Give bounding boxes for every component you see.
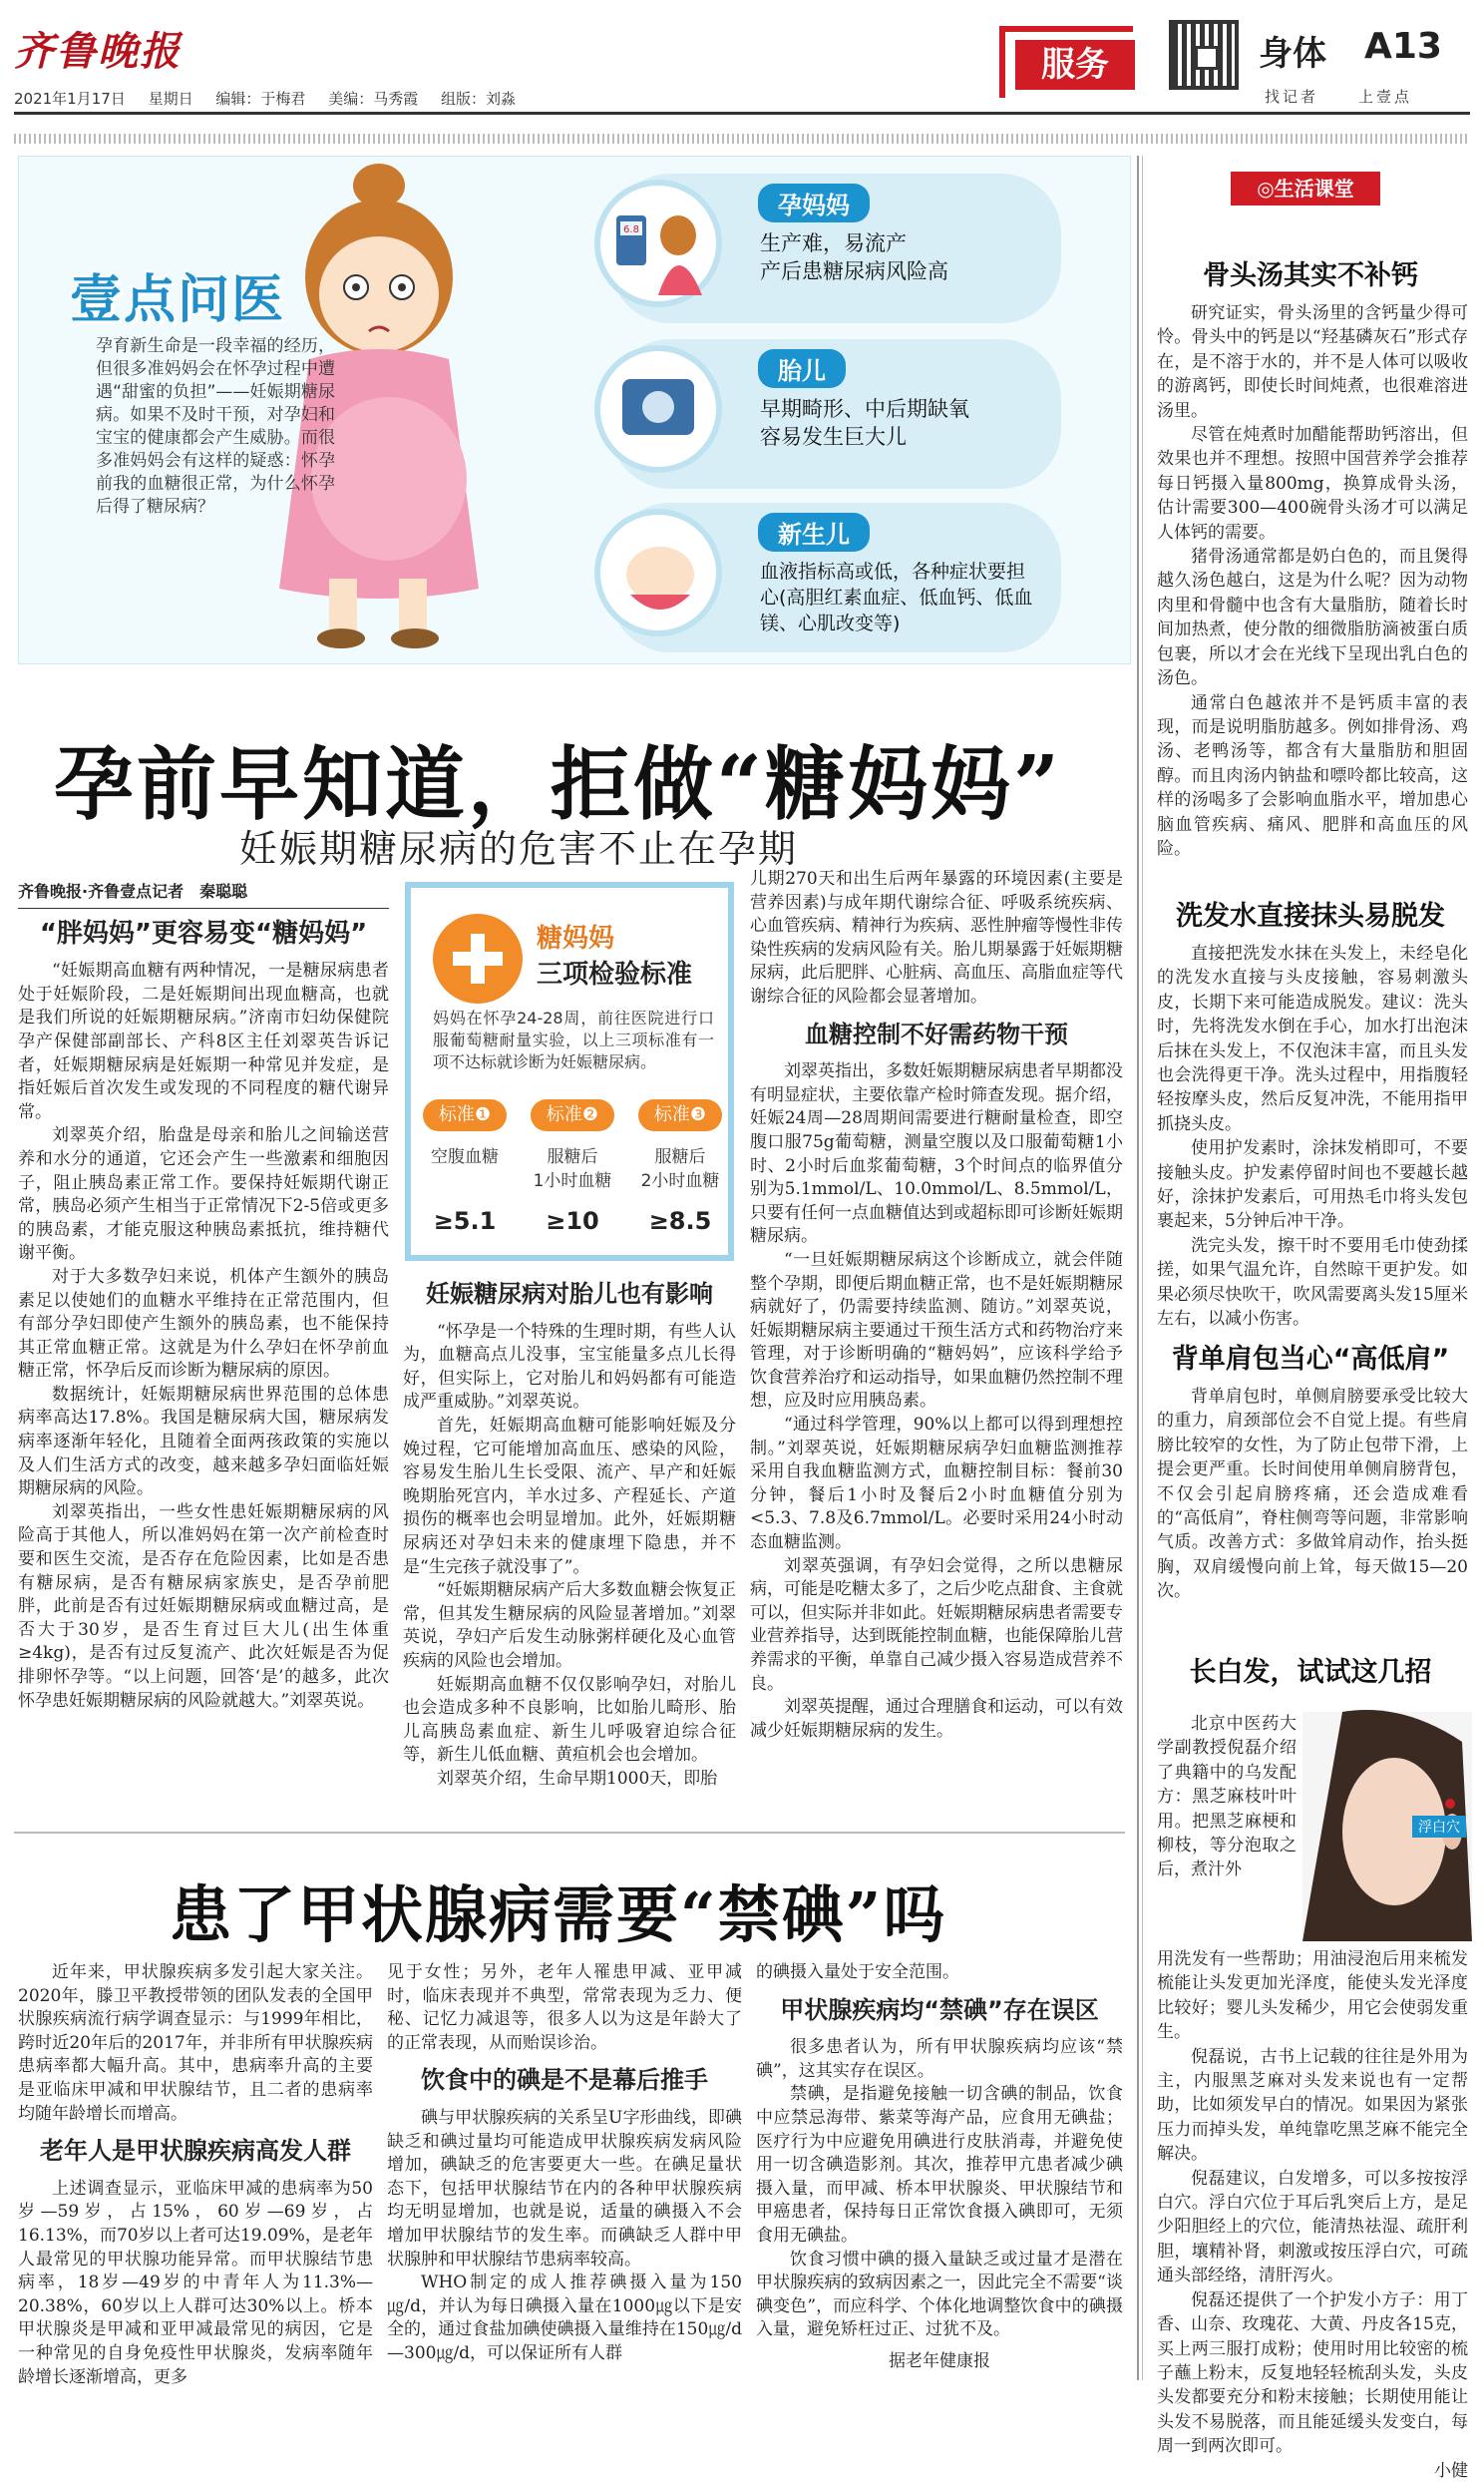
paragraph: 倪磊说，古书上记载的往往是外用为主，内服黑芝麻对头发来说也有一定帮助，比如须发早白的情况。如果因为紧张压力而掉头发，单纯靠吃黑芝麻不能完全解决。 (1157, 2046, 1468, 2165)
hero-title: 壹点问医 (70, 269, 286, 330)
paragraph: 首先，妊娠期高血糖可能影响妊娠及分娩过程，它可能增加高血压、感染的风险，容易发生胎儿生长受限、流产、早产和妊娠晚期胎死宫内，羊水过多、产程延长、产道损伤的概率也会明显增加。此外，妊娠期糖尿病还对孕妇未来的健康埋下隐患，并不是“生完孩子就没事了”。 (403, 1415, 736, 1577)
paragraph: 倪磊建议，白发增多，可以多按按浮白穴。浮白穴位于耳后乳突后上方，是足少阳胆经上的穴位，能清热祛湿、疏肝利胆，壤精补肾，刺激或按压浮白穴，可疏通头部经络，清肝泻火。 (1157, 2168, 1468, 2286)
article-headline: 患了甲状腺病需要“禁碘”吗 (170, 1878, 947, 1951)
reporter-value: 上壹点 (1358, 88, 1413, 106)
paragraph: 刘翠英介绍，胎盘是母亲和胎儿之间输送营养和水分的通道，它还会产生一些激素和细胞因子，阻止胰岛素正常工作。要保持妊娠期代谢正常，胰岛必须产生相当于正常情况下2-5倍或更多的胰岛素，才能克服这种胰岛素抵抗，维持糖代谢平衡。 (18, 1125, 389, 1264)
paragraph: 刘翠英指出，多数妊娠期糖尿病患者早期都没有明显症状，主要依靠产检时筛查发现。据介绍，妊娠24周—28周期间需要进行糖耐量检查，即空腹口服75g葡萄糖，测量空腹以及口服葡萄糖1小时、2小时后血浆葡萄糖，3个时间点的临界值分别为5.1mmol/L、10.0mmol/L、8.5mmol/L，只要有任何一点血糖值达到或超标即可诊断妊娠期糖尿病。 (750, 1061, 1123, 1247)
section-subtitle: 老年人是甲状腺疾病高发人群 (40, 2137, 351, 2166)
callout-box (405, 882, 734, 1261)
paragraph: 用洗发有一些帮助；用油浸泡后用来梳发梳能让头发更加光泽度，能使头发光泽度比较好；婴儿头发稀少，用它会使弱发重生。 (1157, 1949, 1468, 2043)
article1-column-2 (403, 1280, 736, 1791)
panel-desc: 血液指标高或低，各种症状要担心(高胆红素血症、低血钙、低血镁、心肌改变等) (760, 561, 1033, 634)
source-credit: 据老年健康报 (889, 2350, 990, 2371)
editor-credit: 编辑：于梅君 (215, 90, 306, 108)
panel-mother (610, 174, 1061, 323)
section-subtitle: “胖妈妈”更容易变“糖妈妈” (39, 918, 368, 949)
sidebar-title: 洗发水直接抹头易脱发 (1176, 901, 1445, 932)
medical-cross-icon (433, 914, 523, 1004)
article2-column-3 (756, 1961, 1123, 2374)
paragraph: 刘翠英强调，有孕妇会觉得，之所以患糖尿病，可能是吃糖太多了，之后少吃点甜食、主食就可以，但实际并非如此。妊娠期糖尿病患者需要专业营养指导，达到既能控制血糖，也能保障胎儿营养需求的平衡，单靠自己减少摄入容易造成营养不良。 (750, 1555, 1123, 1694)
newspaper-logo: 齐鲁晚报 (14, 28, 182, 75)
panel-tag: 胎儿 (758, 349, 846, 388)
paragraph: 倪磊还提供了一个护发小方子：用丁香、山奈、玫瑰花、大黄、丹皮各15克，买上两三服打成粉；使用时用比较密的梳子蘸上粉末，反复地轻轻梳刮头发，头皮头发都要充分和粉末接触；长期使用能让头发不易脱落，而且能延缓头发变白，每周一到两次即可。 (1157, 2289, 1468, 2457)
header-dotted-rule (14, 134, 1470, 144)
section-subtitle: 甲状腺疾病均“禁碘”存在误区 (780, 1995, 1099, 2024)
service-label: 服务 (1015, 40, 1135, 90)
issue-date: 2021年1月17日 (14, 90, 126, 108)
face-acupoint-illustration (1302, 1712, 1472, 1936)
paragraph: 的碘摄入量处于安全范围。 (756, 1962, 959, 1982)
issue-meta (14, 88, 534, 109)
issue-weekday: 星期日 (148, 90, 193, 108)
paragraph: “怀孕是一个特殊的生理时期，有些人认为，血糖高点儿没事，宝宝能量多点儿长得好，但实际上，它对胎儿和妈妈都有可能造成严重威胁。”刘翠英说。 (403, 1321, 736, 1413)
reporter-line (1265, 86, 1452, 107)
standard-badge: 标准❸ (638, 1099, 722, 1131)
service-badge (999, 26, 1133, 98)
sidebar-title: 骨头汤其实不补钙 (1203, 260, 1418, 291)
standard-condition: 空腹血糖 (431, 1147, 499, 1167)
paragraph: 刘翠英介绍，生命早期1000天，即胎 (437, 1768, 718, 1789)
reporter-label: 找记者 (1265, 88, 1319, 106)
article-headline: 孕前早知道，拒做“糖妈妈” (54, 737, 1063, 831)
sidebar-article-4 (1157, 1947, 1468, 2483)
article2-column-1 (18, 1961, 373, 2389)
panel-desc: 早期畸形、中后期缺氧 容易发生巨大儿 (760, 397, 969, 449)
source-credit: 小健 (1434, 2460, 1468, 2481)
section-subtitle: 饮食中的碘是不是幕后推手 (421, 2066, 708, 2095)
paragraph: 猪骨汤通常都是奶白色的，而且煲得越久汤色越白，这是为什么呢？因为动物肉里和骨髓中也含有大量脂肪，随着长时间加热煮，使分散的细微脂肪滴被蛋白质包裹，所以才会在光线下呈现出乳白色的汤色。 (1157, 547, 1468, 689)
section-subtitle: 妊娠糖尿病对胎儿也有影响 (426, 1280, 713, 1308)
paragraph: 上述调查显示，亚临床甲减的患病率为50岁—59岁，占15%，60岁—69岁，占16.13%，而70岁以上者可达19.09%，是老年人最常见的甲状腺功能异常。而甲状腺结节患病率，18岁—49岁的中青年人为11.3%—20.38%，60岁以上人群可达30%以上。桥本甲状腺炎是甲减和亚甲减最常见的病因，它是一种常见的自身免疫性甲状腺炎，发病率随年龄增长逐渐增高，更多 (18, 2178, 373, 2387)
paragraph: 很多患者认为，所有甲状腺疾病均应该“禁碘”，这其实存在误区。 (756, 2037, 1123, 2081)
paragraph: 背单肩包时，单侧肩膀要承受比较大的重力，肩颈部位会不自觉上提。有些肩膀比较窄的女性，为了防止包带下滑，上提会更严重。长时间使用单侧肩膀背包，不仅会引起肩膀疼痛，还会造成难看的“高低肩”，脊柱侧弯等问题，非常影响气质。改善方式：多做耸肩动作，抬头挺胸，双肩缓慢向前上耸，每天做15—20次。 (1157, 1387, 1468, 1602)
paragraph: “通过科学管理，90%以上都可以得到理想控制。”刘翠英说，妊娠期糖尿病孕妇血糖监测推荐采用自我血糖监测方式，血糖控制目标：餐前30分钟，餐后1小时及餐后2小时血糖值分别为<5.3、7.8及6.7mmol/L。必要时采用24小时动态血糖监测。 (750, 1415, 1123, 1553)
fetus-ultrasound-icon (594, 345, 722, 473)
header-rule (14, 112, 1470, 115)
standard-value: ≥5.1 (433, 1207, 497, 1235)
paragraph: 尽管在炖煮时加醋能帮助钙溶出，但效果也并不理想。按照中国营养学会推荐每日钙摄入量800mg，换算成骨头汤，估计需要300—400碗骨头汤才可以满足人体钙的需要。 (1157, 425, 1468, 543)
page-number: A13 (1364, 26, 1442, 67)
panel-newborn (610, 503, 1061, 652)
column-rule (1142, 156, 1143, 2380)
standard-condition: 服糖后 2小时血糖 (640, 1147, 720, 1191)
layout-credit: 组版：刘淼 (440, 90, 516, 108)
sidebar-article-3 (1157, 1385, 1468, 1604)
article-separator (14, 1832, 1125, 1834)
paragraph: 数据统计，妊娠期糖尿病世界范围的总体患病率高达17.8%。我国是糖尿病大国，糖尿病发病率逐渐年轻化，且随着全面两孩政策的实施以及人们生活方式的改变，越来越多孕妇面临妊娠期糖尿病的风险。 (18, 1384, 389, 1499)
glucose-meter-reading: 6.8 (623, 224, 639, 235)
paragraph: 刘翠英提醒，通过合理膳食和运动，可以有效减少妊娠期糖尿病的发生。 (750, 1697, 1123, 1741)
life-class-tag: ◎生活课堂 (1231, 172, 1380, 206)
paragraph: 研究证实，骨头汤里的含钙量少得可怜。骨头中的钙是以“羟基磷灰石”形式存在，是不溶于水的，并不是人体可以吸收的游离钙，即使长时间炖煮，也很难溶进汤里。 (1157, 303, 1468, 421)
sidebar-article-2 (1157, 942, 1468, 1332)
hero-intro: 孕育新生命是一段幸福的经历，但很多准妈妈会在怀孕过程中遭遇“甜蜜的负担”——妊娠期糖尿病。如果不及时干预，对孕妇和宝宝的健康都会产生威胁。而很多准妈妈会有这样的疑惑：怀孕前我的血糖很正常，为什么怀孕后得了糖尿病？ (96, 336, 335, 517)
panel-fetus (610, 339, 1061, 489)
standard-badge: 标准❶ (423, 1099, 507, 1131)
standard-value: ≥10 (546, 1207, 599, 1235)
paragraph: 见于女性；另外，老年人罹患甲减、亚甲减时，临床表现并不典型，常常表现为乏力、便秘、记忆力减退等，很多人以为这是年龄大了的正常表现，从而贻误诊治。 (387, 1962, 742, 2053)
article1-column-1 (18, 880, 389, 1713)
byline: 齐鲁晚报·齐鲁壹点记者 秦聪聪 (18, 880, 389, 909)
sidebar-article-4-narrow (1157, 1712, 1297, 1882)
callout-body: 妈妈在怀孕24-28周，前往医院进行口服葡萄糖耐量实验，以上三项标准有一项不达标就诊断为妊娠糖尿病。 (433, 1009, 714, 1071)
paragraph: 刘翠英指出，一些女性患妊娠期糖尿病的风险高于其他人，所以准妈妈在第一次产前检查时要和医生交流，是否存在危险因素，比如是否患有糖尿病，是否有糖尿病家族史，是否孕前肥胖，此前是否有过妊娠期糖尿病或血糖过高，是否大于30岁，是否生育过巨大儿(出生体重≥4kg)，是否有过反复流产、此次妊娠是否为促排卵怀孕等。“以上问题，回答‘是’的越多，此次怀孕患妊娠期糖尿病的风险就越大。”刘翠英说。 (18, 1501, 389, 1711)
panel-tag: 孕妈妈 (758, 184, 870, 222)
section-name: 身体 (1259, 34, 1326, 74)
callout-title: 糖妈妈 (537, 924, 615, 954)
paragraph: 饮食习惯中碘的摄入量缺乏或过量才是潜在甲状腺疾病的致病因素之一，因此完全不需要“谈碘变色”，而应科学、个体化地调整饮食中的碘摄入量，避免矫枉过正、过犹不及。 (756, 2249, 1123, 2340)
paragraph: “妊娠期高血糖有两种情况，一是糖尿病患者处于妊娠阶段，二是妊娠期间出现血糖高，也就是我们所说的妊娠期糖尿病。”济南市妇幼保健院孕产保健部副部长、产科8区主任刘翠英告诉记者，妊娠期糖尿病是妊娠期一种常见并发症，是指妊娠后首次发生或发现的不同程度的糖代谢异常。 (18, 961, 389, 1122)
acupoint-label: 浮白穴 (1412, 1816, 1466, 1838)
panel-desc: 生产难，易流产 产后患糖尿病风险高 (760, 231, 948, 283)
section-subtitle: 血糖控制不好需药物干预 (805, 1020, 1068, 1048)
paragraph: 近年来，甲状腺疾病多发引起大家关注。2020年，滕卫平教授带领的团队发表的全国甲状腺疾病流行病学调查显示：与1999年相比，跨时近20年后的2017年，并非所有甲状腺疾病患病率都大幅升高。其中，患病率升高的主要是亚临床甲减和甲状腺结节，且二者的患病率均随年龄增长而增高。 (18, 1962, 373, 2124)
qr-code-icon[interactable] (1169, 20, 1239, 90)
sidebar-title: 长白发，试试这几招 (1189, 1657, 1432, 1688)
standard-condition: 服糖后 1小时血糖 (533, 1147, 612, 1191)
paragraph: 北京中医药大学副教授倪磊介绍了典籍中的乌发配方：黑芝麻枝叶叶用。把黑芝麻梗和柳枝，等分泡取之后，煮汁外 (1157, 1714, 1297, 1880)
paragraph: 儿期270天和出生后两年暴露的环境因素(主要是营养因素)与成年期代谢综合征、呼吸系统疾病、心血管疾病、精神行为疾病、恶性肿瘤等慢性非传染性疾病的发病风险有关。胎儿期暴露于妊娠期糖尿病，此后肥胖、心脏病、高血压、高脂血症等代谢综合征的风险都会显著增加。 (750, 869, 1123, 1007)
paragraph: “一旦妊娠期糖尿病这个诊断成立，就会伴随整个孕期，即便后期血糖正常，也不是妊娠期糖尿病就好了，仍需要持续监测、随访。”刘翠英说，妊娠期糖尿病主要通过干预生活方式和药物治疗来管理，对于诊断明确的“糖妈妈”，应该科学给予饮食营养治疗和运动指导，如果血糖仍然控制不理想，应及时应用胰岛素。 (750, 1249, 1123, 1412)
paragraph: 碘与甲状腺疾病的关系呈U字形曲线，即碘缺乏和碘过量均可能造成甲状腺疾病发病风险增加，碘缺乏的危害要更大一些。在碘足量状态下，包括甲状腺结节在内的各种甲状腺疾病均无明显增加，也就是说，适量的碘摄入不会增加甲状腺结节的发生率。而碘缺乏人群中甲状腺肿和甲状腺结节患病率较高。 (387, 2107, 742, 2270)
column-rule (1137, 156, 1139, 2380)
paragraph: 通常白色越浓并不是钙质丰富的表现，而是说明脂肪越多。例如排骨汤、鸡汤、老鸭汤等，都含有大量脂肪和胆固醇。而且肉汤内钠盐和嘌呤都比较高，这样的汤喝多了会影响血脂水平，增加患心脑血管疾病、痛风、肥胖和高血压的风险。 (1157, 692, 1468, 859)
standard-badge: 标准❷ (531, 1099, 614, 1131)
standard-value: ≥8.5 (648, 1207, 712, 1235)
article1-column-3 (750, 868, 1123, 1743)
paragraph: 妊娠期高血糖不仅仅影响孕妇，对胎儿也会造成多种不良影响，比如胎儿畸形、胎儿高胰岛素血症、新生儿呼吸窘迫综合征等，新生儿低血糖、黄疸机会也会增加。 (403, 1674, 736, 1766)
panel-tag: 新生儿 (758, 513, 870, 552)
mother-glucose-icon (594, 180, 722, 307)
sidebar-title: 背单肩包当心“高低肩” (1171, 1344, 1450, 1375)
article-subhead: 妊娠期糖尿病的危害不止在孕期 (239, 827, 799, 871)
paragraph: 禁碘，是指避免接触一切含碘的制品，饮食中应禁忌海带、紫菜等海产品，应食用无碘盐；医疗行为中应避免用碘进行皮肤消毒，并避免使用一切含碘造影剂。其次，推荐甲亢患者减少碘摄入量，而甲减、桥本甲状腺炎、甲状腺结节和甲癌患者，保持每日正常饮食摄入碘即可，无须食用无碘盐。 (756, 2084, 1123, 2246)
art-credit: 美编：马秀霞 (328, 90, 419, 108)
paragraph: 直接把洗发水抹在头发上，未经皂化的洗发水直接与头皮接触，容易刺激头皮，长期下来可能造成脱发。建议：洗头时，先将洗发水倒在手心，加水打出泡沫后抹在头发上，不仅泡沫丰富，而且头发也会洗得更干净。洗头过程中，用指腹轻轻按摩头皮，然后反复冲洗，不能用指甲抓挠头皮。 (1157, 944, 1468, 1134)
article2-column-2 (387, 1961, 742, 2366)
paragraph: 使用护发素时，涂抹发梢即可，不要接触头皮。护发素停留时间也不要越长越好，涂抹护发素后，可用热毛巾将头发包裹起来，5分钟后冲干净。 (1157, 1138, 1468, 1232)
paragraph: 洗完头发，擦干时不要用毛巾使劲揉搓，如果气温允许，自然晾干更护发。如果必须尽快吹干，吹风需要离头发15厘米左右，以减小伤害。 (1157, 1235, 1468, 1330)
newborn-icon (594, 509, 722, 636)
callout-subtitle: 三项检验标准 (537, 960, 693, 990)
paragraph: 对于大多数孕妇来说，机体产生额外的胰岛素足以使她们的血糖水平维持在正常范围内，但有部分孕妇即使产生额外的胰岛素，也不能保持其正常血糖正常。这就是为什么孕妇在怀孕前血糖正常，怀孕后反而诊断为糖尿病的原因。 (18, 1266, 389, 1382)
paragraph: WHO制定的成人推荐碘摄入量为150㎍/d，并认为每日碘摄入量在1000㎍以下是安全的，通过食盐加碘使碘摄入量维持在150㎍/d—300㎍/d，可以保证所有人群 (387, 2273, 742, 2363)
sidebar-article-1 (1157, 301, 1468, 861)
paragraph: “妊娠期糖尿病产后大多数血糖会恢复正常，但其发生糖尿病的风险显著增加。”刘翠英说，孕妇产后发生动脉粥样硬化及心血管疾病的风险也会增加。 (403, 1580, 736, 1671)
